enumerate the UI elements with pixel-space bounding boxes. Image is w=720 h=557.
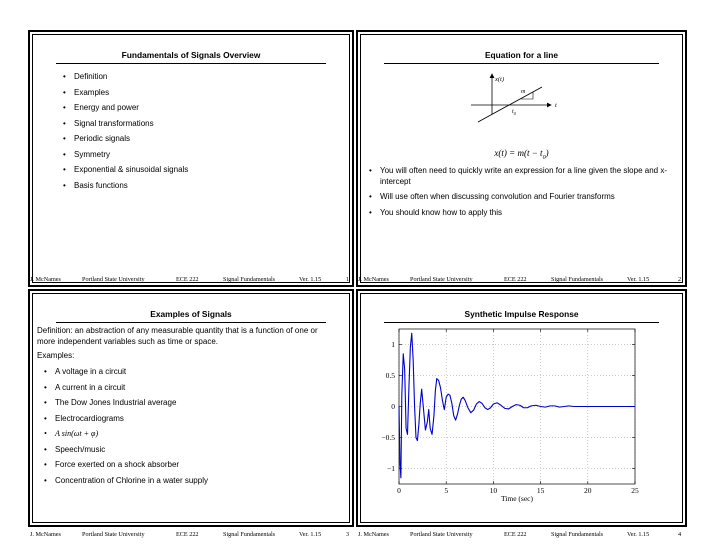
list-item: • Will use often when discussing convolution and Fourier transforms: [366, 192, 668, 203]
footer-author: J. McNames: [30, 276, 61, 283]
examples-label: Examples:: [37, 351, 75, 360]
line-equation: $x(t) = m(t - t_0)$: [494, 148, 549, 161]
footer-course: ECE 222: [176, 276, 199, 283]
footer-version: Ver. 1.15: [299, 531, 322, 538]
footer-course: ECE 222: [504, 276, 527, 283]
list-item: • You will often need to quickly write an expression for a line given the slope and x-intercept: [366, 166, 668, 187]
sloped-line: [478, 87, 542, 122]
footer-topic: Signal Fundamentals: [551, 276, 604, 283]
slide-3-title: Examples of Signals: [56, 309, 326, 323]
list-item: • Energy and power: [60, 103, 340, 114]
footer-author: J. McNames: [30, 531, 61, 538]
x-tick-label: 0: [397, 486, 401, 495]
intercept-label: $t_0$: [512, 109, 516, 116]
x-tick-label: 5: [444, 486, 449, 495]
slide-3: [28, 289, 354, 527]
y-tick-label: 0.5: [385, 371, 395, 380]
slope-label: m: [521, 89, 526, 95]
footer-course: ECE 222: [176, 531, 199, 538]
list-item: • You should know how to apply this: [366, 208, 668, 219]
slide-1-title: Fundamentals of Signals Overview: [56, 50, 326, 64]
footer-university: Portland State University: [410, 531, 473, 538]
x-tick-label: 15: [536, 486, 545, 495]
impulse-response-chart: [358, 319, 689, 529]
list-item: • Examples: [60, 88, 340, 99]
footer-topic: Signal Fundamentals: [223, 531, 276, 538]
slide-2: [356, 30, 687, 287]
impulse-response-line: [399, 333, 635, 477]
page-number: 3: [346, 531, 350, 538]
footer-version: Ver. 1.15: [627, 276, 650, 283]
footer-version: Ver. 1.15: [299, 276, 322, 283]
x-axis-label: Time (sec): [500, 494, 534, 503]
list-item: • Symmetry: [60, 150, 340, 161]
footer-university: Portland State University: [82, 276, 145, 283]
slide-2-bullets: [366, 166, 668, 223]
footer-author: J. McNames: [358, 531, 389, 538]
list-item: • A voltage in a circuit: [41, 367, 331, 378]
list-item: • Concentration of Chlorine in a water supply: [41, 476, 331, 487]
list-item: • A current in a circuit: [41, 383, 331, 394]
slide-4: [356, 289, 687, 527]
y-tick-label: −1: [387, 464, 395, 473]
footer-topic: Signal Fundamentals: [551, 531, 604, 538]
page-number: 4: [678, 531, 682, 538]
list-item: • Exponential & sinusoidal signals: [60, 165, 340, 176]
list-item: • Basis functions: [60, 181, 340, 192]
definition-text: Definition: an abstraction of any measurable quantity that is a function of one or more independent variables such as time or space.: [37, 326, 318, 346]
footer-author: J. McNames: [358, 276, 389, 283]
slide-1: [28, 30, 354, 287]
x-tick-label: 25: [631, 486, 639, 495]
slide-3-bullets: [41, 367, 331, 491]
list-item: • Signal transformations: [60, 119, 340, 130]
list-item: • Periodic signals: [60, 134, 340, 145]
x-tick-label: 10: [489, 486, 498, 495]
x-tick-label: 20: [584, 486, 592, 495]
y-tick-label: 0: [391, 402, 395, 411]
footer-topic: Signal Fundamentals: [223, 276, 276, 283]
y-tick-label: 1: [391, 340, 395, 349]
page-number: 2: [678, 276, 682, 283]
x-axis-label: t: [555, 102, 557, 109]
line-diagram: [358, 72, 689, 152]
y-tick-label: −0.5: [381, 433, 395, 442]
slide-2-title: Equation for a line: [384, 50, 659, 64]
slide-4-title: Synthetic Impulse Response: [384, 309, 659, 323]
footer-course: ECE 222: [504, 531, 527, 538]
y-axis-label: x(t): [495, 76, 505, 83]
list-item: • A sin(ωt + φ): [41, 429, 331, 440]
footer-university: Portland State University: [82, 531, 145, 538]
slide-1-bullets: [60, 72, 340, 196]
list-item: • Definition: [60, 72, 340, 83]
list-item: • Electrocardiograms: [41, 414, 331, 425]
list-item: • The Dow Jones Industrial average: [41, 398, 331, 409]
footer-university: Portland State University: [410, 276, 473, 283]
list-item: • Force exerted on a shock absorber: [41, 460, 331, 471]
page-number: 1: [346, 276, 350, 283]
list-item: • Speech/music: [41, 445, 331, 456]
footer-version: Ver. 1.15: [627, 531, 650, 538]
